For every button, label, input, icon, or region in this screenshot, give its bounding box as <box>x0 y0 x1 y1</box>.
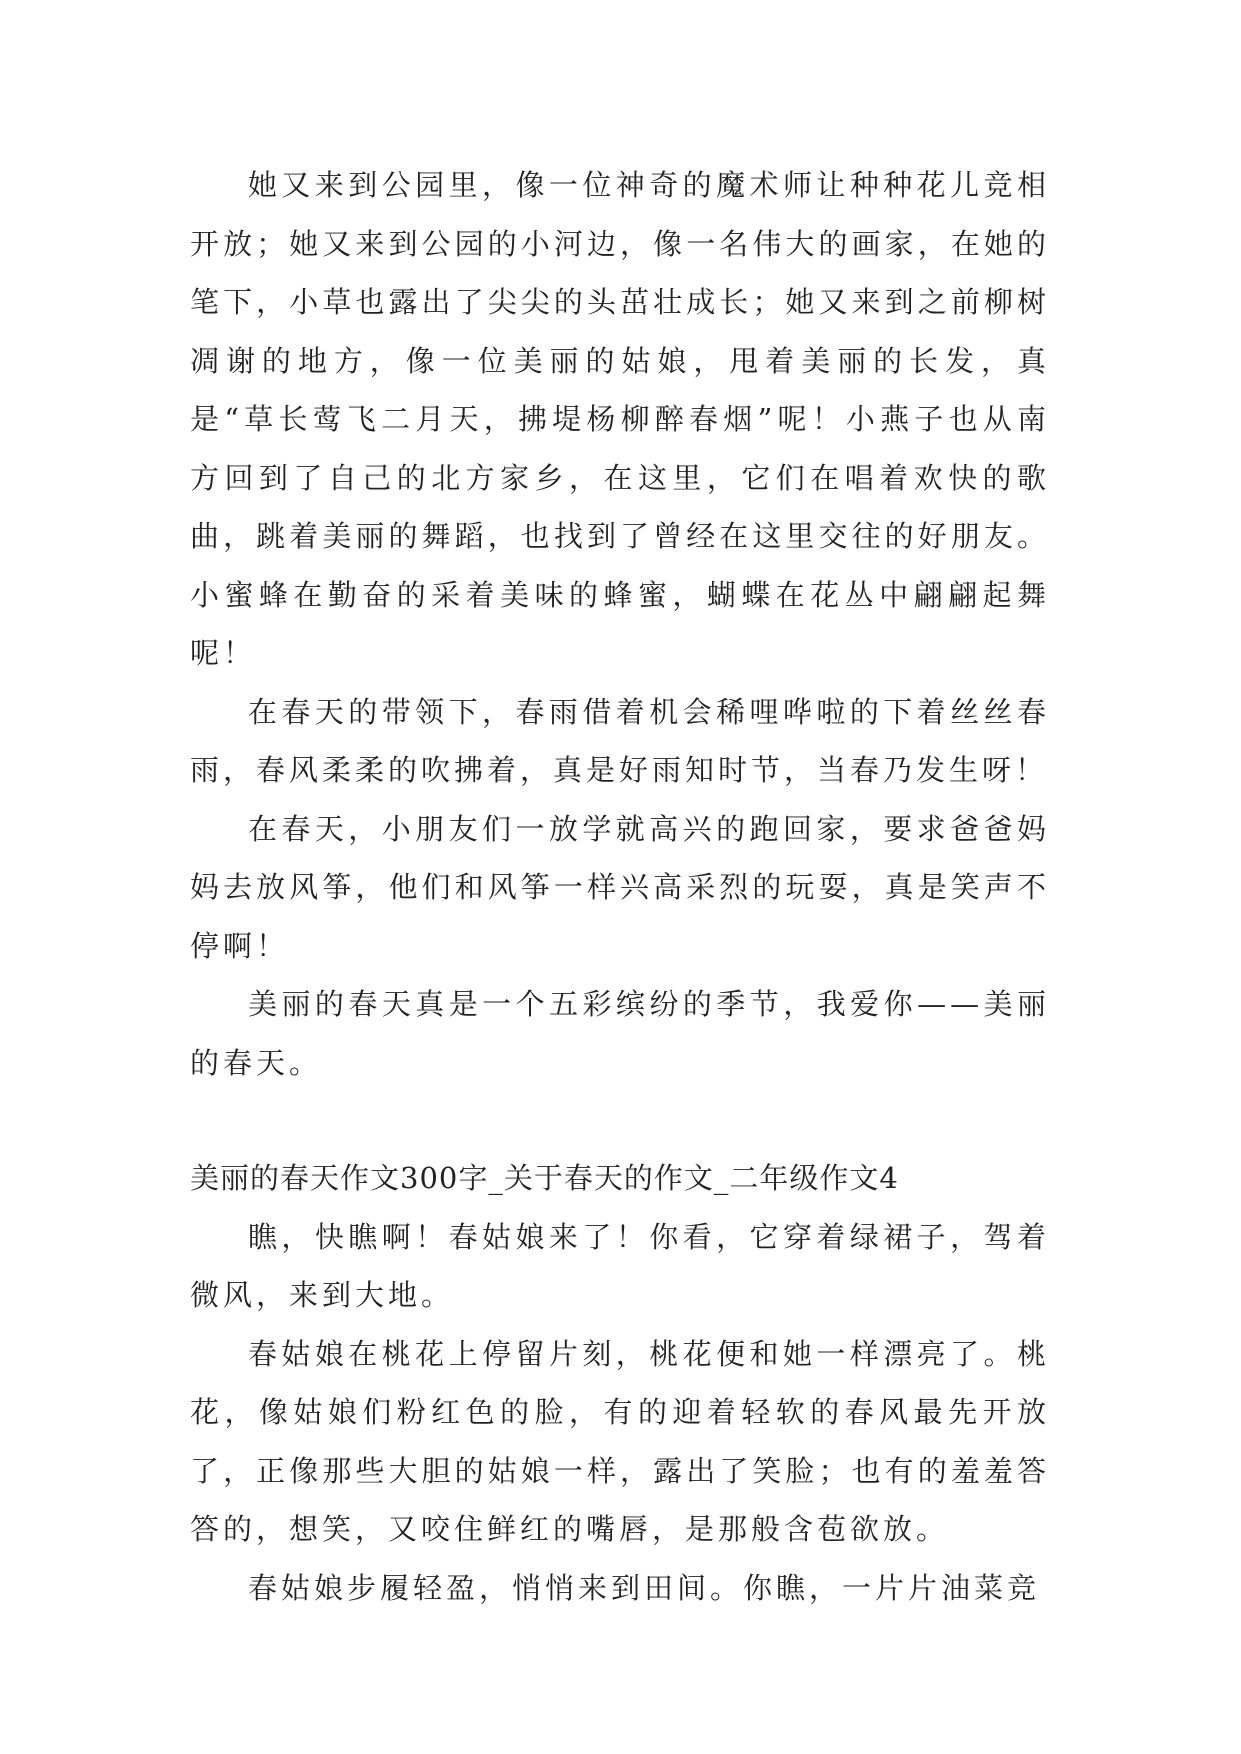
paragraph-kites: 在春天，小朋友们一放学就高兴的跑回家，要求爸爸妈妈去放风筝，他们和风筝一样兴高采烈的玩耍，真是笑声不停啊！ <box>190 811 1050 963</box>
paragraph-peach-blossoms: 春姑娘在桃花上停留片刻，桃花便和她一样漂亮了。桃花，像姑娘们粉红色的脸，有的迎着轻软的春风最先开放了，正像那些大胆的姑娘一样，露出了笑脸；也有的羞羞答答的，想笑，又咬住鲜红的嘴唇，是那般含苞欲放。 <box>190 1336 1050 1546</box>
paragraph-spring-rain: 在春天的带领下，春雨借着机会稀哩哗啦的下着丝丝春雨，春风柔柔的吹拂着，真是好雨知时节，当春乃发生呀！ <box>190 694 1050 787</box>
paragraph-spring-girl-arrives: 瞧，快瞧啊！春姑娘来了！你看，它穿着绿裙子，驾着微风，来到大地。 <box>190 1219 1050 1312</box>
paragraph-fields: 春姑娘步履轻盈，悄悄来到田间。你瞧，一片片油菜竞 <box>248 1570 1041 1605</box>
paragraph-conclusion: 美丽的春天真是一个五彩缤纷的季节，我爱你——美丽的春天。 <box>190 987 1050 1080</box>
document-body <box>190 156 1050 1617</box>
paragraph-park-magic: 她又来到公园里，像一位神奇的魔术师让种种花儿竞相开放；她又来到公园的小河边，像一名伟大的画家，在她的笔下，小草也露出了尖尖的头茁壮成长；她又来到之前柳树凋谢的地方，像一位美丽的姑娘，甩着美丽的长发，真是“草长莺飞二月天，拂堤杨柳醉春烟”呢！小燕子也从南方回到了自己的北方家乡，在这里，它们在唱着欢快的歌曲，跳着美丽的舞蹈，也找到了曾经在这里交往的好朋友。小蜜蜂在勤奋的采着美味的蜂蜜，蝴蝶在花丛中翩翩起舞呢！ <box>190 168 1050 670</box>
essay-heading: 美丽的春天作文300字_关于春天的作文_二年级作文4 <box>190 1161 899 1195</box>
